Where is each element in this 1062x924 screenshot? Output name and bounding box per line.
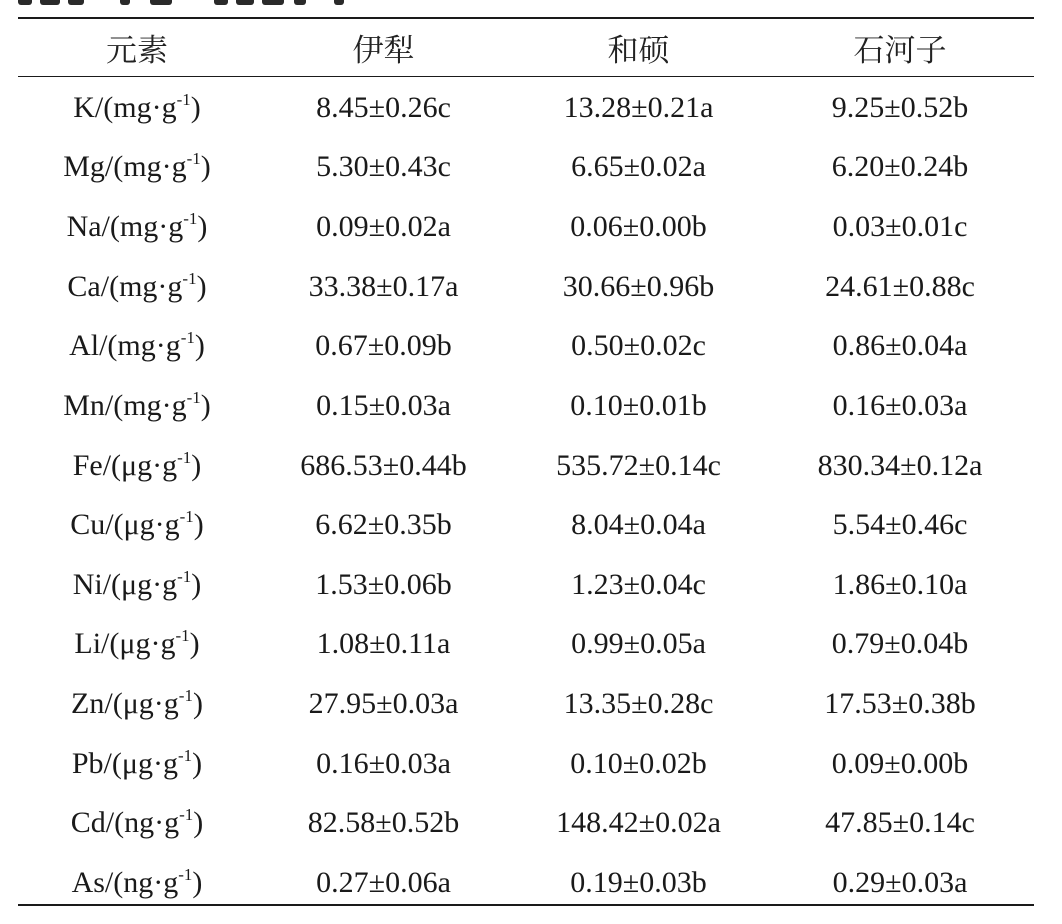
unit-text: (mg·g <box>103 90 177 124</box>
element-symbol: Zn/ <box>71 687 113 721</box>
cell-heshuo: 0.10±0.01b <box>570 388 707 422</box>
element-unit-cell <box>18 674 256 734</box>
cell-yili: 0.67±0.09b <box>315 329 452 363</box>
unit-close-paren: ) <box>200 150 211 184</box>
unit-exponent: -1 <box>176 89 191 109</box>
unit-text: (ng·g <box>114 806 180 840</box>
header-yili: 伊犁 <box>352 33 415 69</box>
unit-exponent: -1 <box>179 805 194 825</box>
unit-exponent: -1 <box>186 149 201 169</box>
element-symbol: As/ <box>71 865 114 899</box>
unit-text: (mg·g <box>113 150 187 184</box>
element-symbol: Cd/ <box>70 806 115 840</box>
cell-shihezi: 830.34±0.12a <box>817 448 983 482</box>
cell-shihezi: 24.61±0.88c <box>825 269 975 303</box>
element-symbol: Cu/ <box>70 508 114 542</box>
cell-shihezi: 0.09±0.00b <box>831 746 969 780</box>
element-unit-cell <box>18 197 256 257</box>
unit-close-paren: ) <box>194 329 205 363</box>
cell-shihezi: 5.54±0.46c <box>832 508 968 542</box>
table-row <box>18 794 1034 854</box>
unit-close-paren: ) <box>191 567 202 601</box>
cell-shihezi: 9.25±0.52b <box>831 90 969 124</box>
unit-text: (μg·g <box>111 567 178 601</box>
cell-yili: 8.45±0.26c <box>316 90 451 124</box>
unit-close-paren: ) <box>189 627 200 661</box>
cell-shihezi: 17.53±0.38b <box>824 687 976 721</box>
element-symbol: Fe/ <box>72 448 112 482</box>
element-unit-cell <box>18 138 256 198</box>
element-symbol: Pb/ <box>71 746 112 780</box>
cell-shihezi: 1.86±0.10a <box>832 567 968 601</box>
element-symbol: Li/ <box>74 627 110 661</box>
unit-text: (mg·g <box>109 269 183 303</box>
table-row <box>18 138 1034 198</box>
element-unit-cell <box>18 734 256 794</box>
cell-heshuo: 535.72±0.14c <box>556 448 721 482</box>
cell-heshuo: 6.65±0.02a <box>571 150 706 184</box>
unit-text: (mg·g <box>109 210 184 244</box>
cell-yili: 686.53±0.44b <box>300 448 467 482</box>
element-unit-cell <box>18 615 256 675</box>
cell-yili: 33.38±0.17a <box>308 269 459 303</box>
cell-heshuo: 0.99±0.05a <box>571 627 706 661</box>
cropped-caption-fragment <box>0 0 1062 14</box>
element-unit-cell <box>18 317 256 377</box>
cell-yili: 0.15±0.03a <box>316 388 451 422</box>
cell-yili: 1.08±0.11a <box>316 627 451 661</box>
unit-text: (μg·g <box>113 508 180 542</box>
cell-heshuo: 0.06±0.00b <box>570 210 707 244</box>
unit-text: (mg·g <box>107 329 181 363</box>
unit-close-paren: ) <box>192 865 203 899</box>
unit-text: (μg·g <box>111 448 178 482</box>
element-symbol: Al/ <box>69 329 108 363</box>
element-unit-cell <box>18 436 256 496</box>
element-unit-cell <box>18 76 256 138</box>
unit-exponent: -1 <box>179 507 194 527</box>
cell-heshuo: 0.10±0.02b <box>570 746 707 780</box>
table-row <box>18 436 1034 496</box>
table-row <box>18 853 1034 913</box>
cell-heshuo: 148.42±0.02a <box>556 806 721 840</box>
element-symbol: Na/ <box>66 210 110 244</box>
unit-exponent: -1 <box>186 387 201 407</box>
unit-close-paren: ) <box>193 508 204 542</box>
element-unit-cell <box>18 853 256 913</box>
unit-exponent: -1 <box>178 686 193 706</box>
table-header-row <box>18 19 1034 76</box>
unit-exponent: -1 <box>175 626 190 646</box>
cell-shihezi: 0.29±0.03a <box>832 865 968 899</box>
unit-text: (mg·g <box>113 388 187 422</box>
cell-heshuo: 8.04±0.04a <box>571 508 706 542</box>
element-unit-cell <box>18 376 256 436</box>
table-row <box>18 674 1034 734</box>
cell-heshuo: 0.19±0.03b <box>570 865 707 899</box>
cell-heshuo: 30.66±0.96b <box>562 269 715 303</box>
cell-heshuo: 13.35±0.28c <box>563 687 714 721</box>
unit-close-paren: ) <box>200 388 211 422</box>
unit-exponent: -1 <box>177 447 192 467</box>
element-content-table <box>18 19 1034 913</box>
element-symbol: Mg/ <box>63 150 114 184</box>
cell-heshuo: 0.50±0.02c <box>571 329 706 363</box>
cell-shihezi: 0.16±0.03a <box>832 388 968 422</box>
cell-heshuo: 13.28±0.21a <box>563 90 714 124</box>
table-row <box>18 555 1034 615</box>
cell-yili: 82.58±0.52b <box>307 806 460 840</box>
table-row <box>18 317 1034 377</box>
header-element: 元素 <box>106 33 168 69</box>
table-row <box>18 495 1034 555</box>
cell-yili: 5.30±0.43c <box>316 150 451 184</box>
cell-shihezi: 6.20±0.24b <box>831 150 969 184</box>
unit-text: (μg·g <box>109 627 176 661</box>
element-unit-cell <box>18 257 256 317</box>
element-unit-cell <box>18 794 256 854</box>
unit-text: (μg·g <box>112 687 179 721</box>
table-row <box>18 615 1034 675</box>
cell-yili: 27.95±0.03a <box>308 687 459 721</box>
unit-close-paren: ) <box>196 269 207 303</box>
table-row <box>18 197 1034 257</box>
cell-shihezi: 0.79±0.04b <box>831 627 969 661</box>
unit-close-paren: ) <box>197 210 208 244</box>
cell-yili: 0.16±0.03a <box>316 746 451 780</box>
table-row <box>18 734 1034 794</box>
cell-shihezi: 47.85±0.14c <box>825 806 975 840</box>
cell-heshuo: 1.23±0.04c <box>571 567 706 601</box>
cell-shihezi: 0.03±0.01c <box>832 210 968 244</box>
unit-exponent: -1 <box>183 209 198 229</box>
element-symbol: Mn/ <box>63 388 114 422</box>
table-row <box>18 257 1034 317</box>
unit-text: (μg·g <box>111 746 178 780</box>
cell-yili: 0.27±0.06a <box>316 865 451 899</box>
cell-yili: 6.62±0.35b <box>315 508 452 542</box>
unit-exponent: -1 <box>180 328 195 348</box>
header-shihezi: 石河子 <box>853 33 947 69</box>
unit-close-paren: ) <box>192 746 203 780</box>
unit-exponent: -1 <box>182 268 197 288</box>
table-row <box>18 76 1034 138</box>
unit-exponent: -1 <box>177 745 193 765</box>
element-unit-cell <box>18 495 256 555</box>
table-row <box>18 376 1034 436</box>
element-symbol: K/ <box>73 90 104 124</box>
element-unit-cell <box>18 555 256 615</box>
unit-text: (ng·g <box>113 865 179 899</box>
unit-exponent: -1 <box>178 864 193 884</box>
unit-close-paren: ) <box>190 90 201 124</box>
unit-close-paren: ) <box>193 806 204 840</box>
unit-exponent: -1 <box>177 566 192 586</box>
cell-yili: 0.09±0.02a <box>316 210 451 244</box>
cell-yili: 1.53±0.06b <box>315 567 452 601</box>
cell-shihezi: 0.86±0.04a <box>832 329 968 363</box>
element-symbol: Ni/ <box>72 567 112 601</box>
element-symbol: Ca/ <box>67 269 110 303</box>
unit-close-paren: ) <box>192 687 203 721</box>
unit-close-paren: ) <box>191 448 202 482</box>
header-heshuo: 和硕 <box>607 33 670 69</box>
